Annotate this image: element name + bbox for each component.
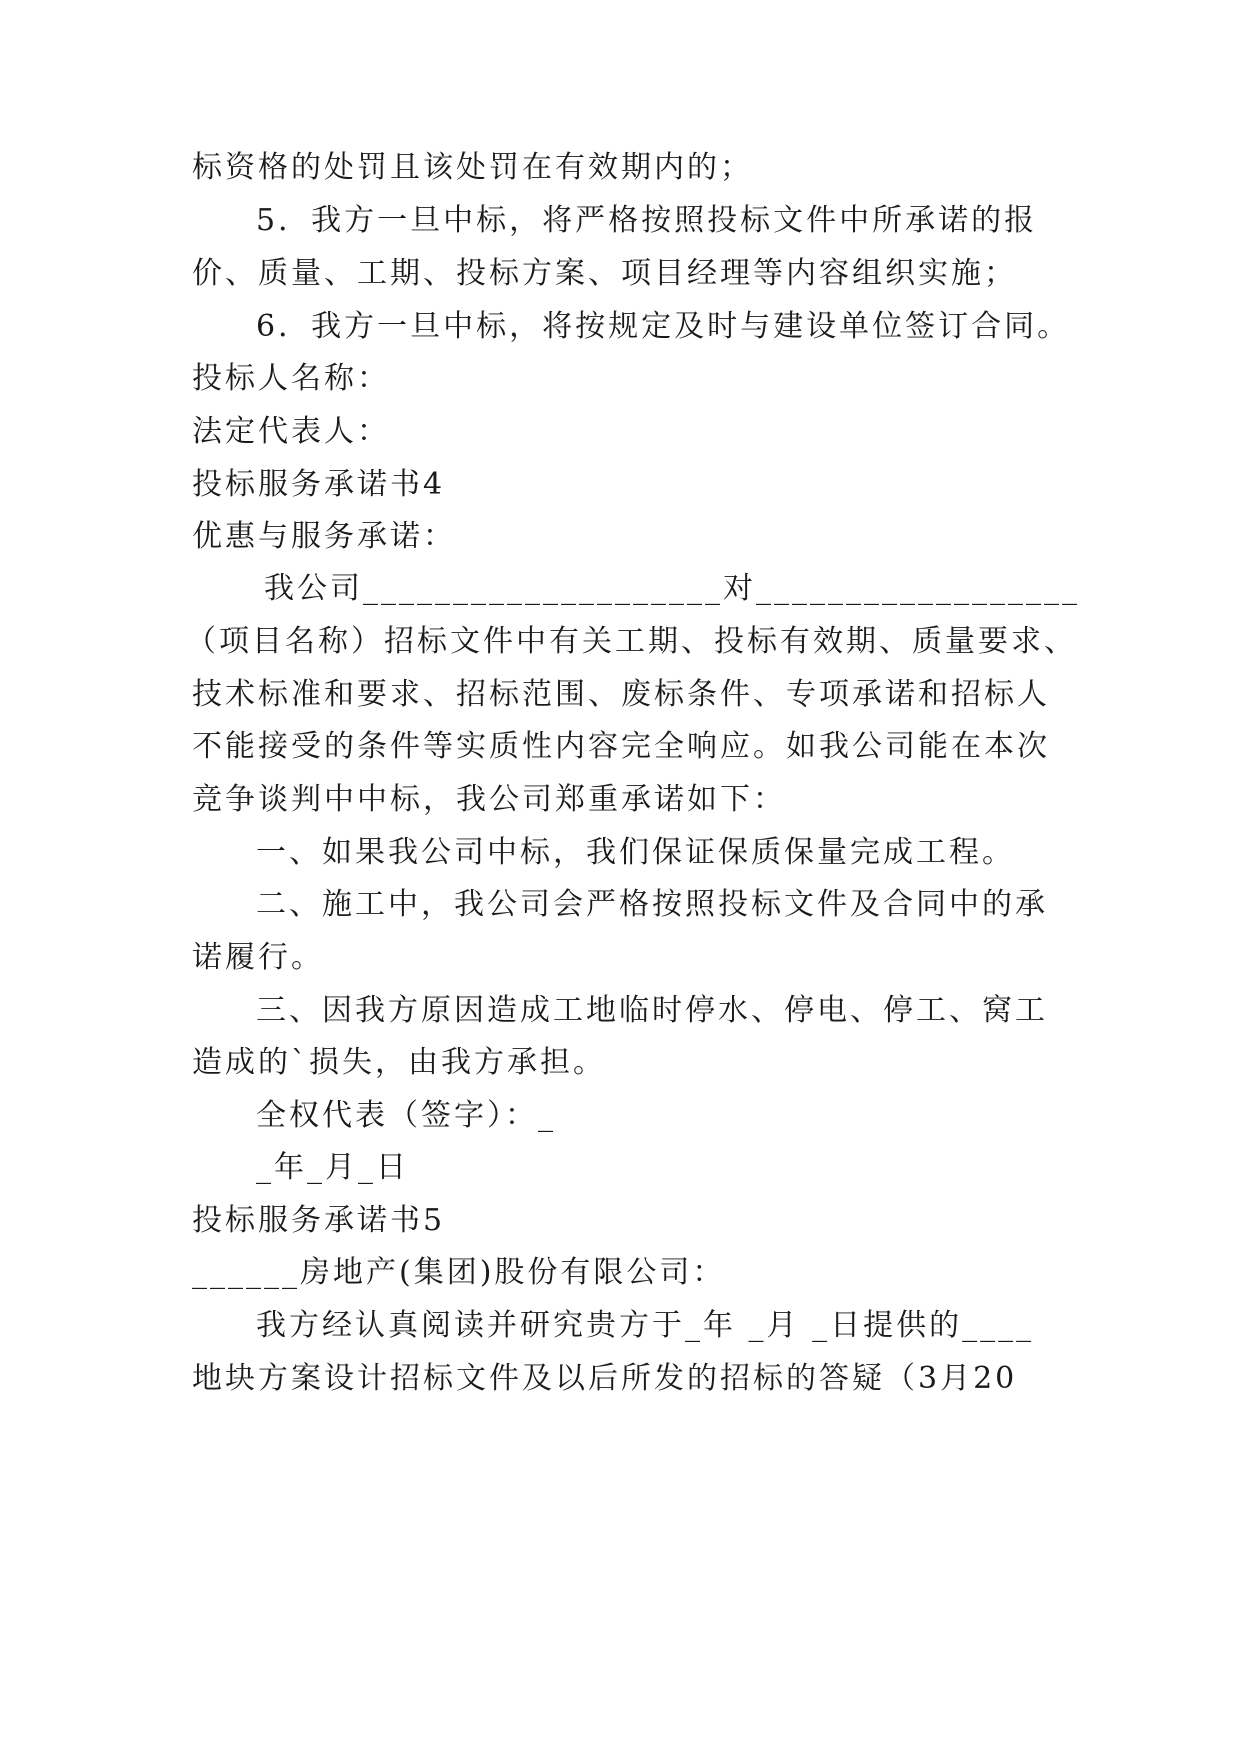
text-line-4: 6．我方一旦中标，将按规定及时与建设单位签订合同。 — [256, 309, 1071, 344]
signature-label: 全权代表（签字）：_ — [256, 1098, 556, 1133]
text-line-15: 二、施工中，我公司会严格按照投标文件及合同中的承 — [256, 887, 1048, 922]
text-line-2: 5．我方一旦中标，将严格按照投标文件中所承诺的报 — [256, 203, 1038, 238]
text-line-9: 我公司____________________对__________________ — [264, 571, 1080, 606]
text-line-11: 技术标准和要求、招标范围、废标条件、专项承诺和招标人 — [192, 677, 1050, 712]
text-line-1: 标资格的处罚且该处罚在有效期内的； — [192, 150, 753, 185]
text-line-23: 我方经认真阅读并研究贵方于_年 _月 _日提供的____ — [256, 1308, 1035, 1343]
legal-rep-label: 法定代表人： — [192, 414, 390, 449]
date-line: _年_月_日 — [256, 1150, 409, 1185]
text-line-18: 造成的`损失，由我方承担。 — [192, 1045, 606, 1080]
addressee-line: ______房地产(集团)股份有限公司： — [192, 1255, 726, 1290]
section-heading-5: 投标服务承诺书5 — [192, 1203, 446, 1238]
text-line-12: 不能接受的条件等实质性内容完全响应。如我公司能在本次 — [192, 729, 1050, 764]
text-line-3: 价、质量、工期、投标方案、项目经理等内容组织实施； — [192, 256, 1017, 291]
text-line-10: （项目名称）招标文件中有关工期、投标有效期、质量要求、 — [186, 624, 1077, 659]
text-line-16: 诺履行。 — [192, 940, 324, 975]
text-line-13: 竞争谈判中中标，我公司郑重承诺如下： — [192, 782, 786, 817]
bidder-name-label: 投标人名称： — [192, 361, 390, 396]
text-line-8: 优惠与服务承诺： — [192, 519, 456, 554]
section-heading-4: 投标服务承诺书4 — [192, 467, 446, 502]
text-line-17: 三、因我方原因造成工地临时停水、停电、停工、窝工 — [256, 993, 1048, 1028]
text-line-24: 地块方案设计招标文件及以后所发的招标的答疑（3月20 — [192, 1361, 1018, 1396]
text-line-14: 一、如果我公司中标，我们保证保质保量完成工程。 — [256, 835, 1015, 870]
